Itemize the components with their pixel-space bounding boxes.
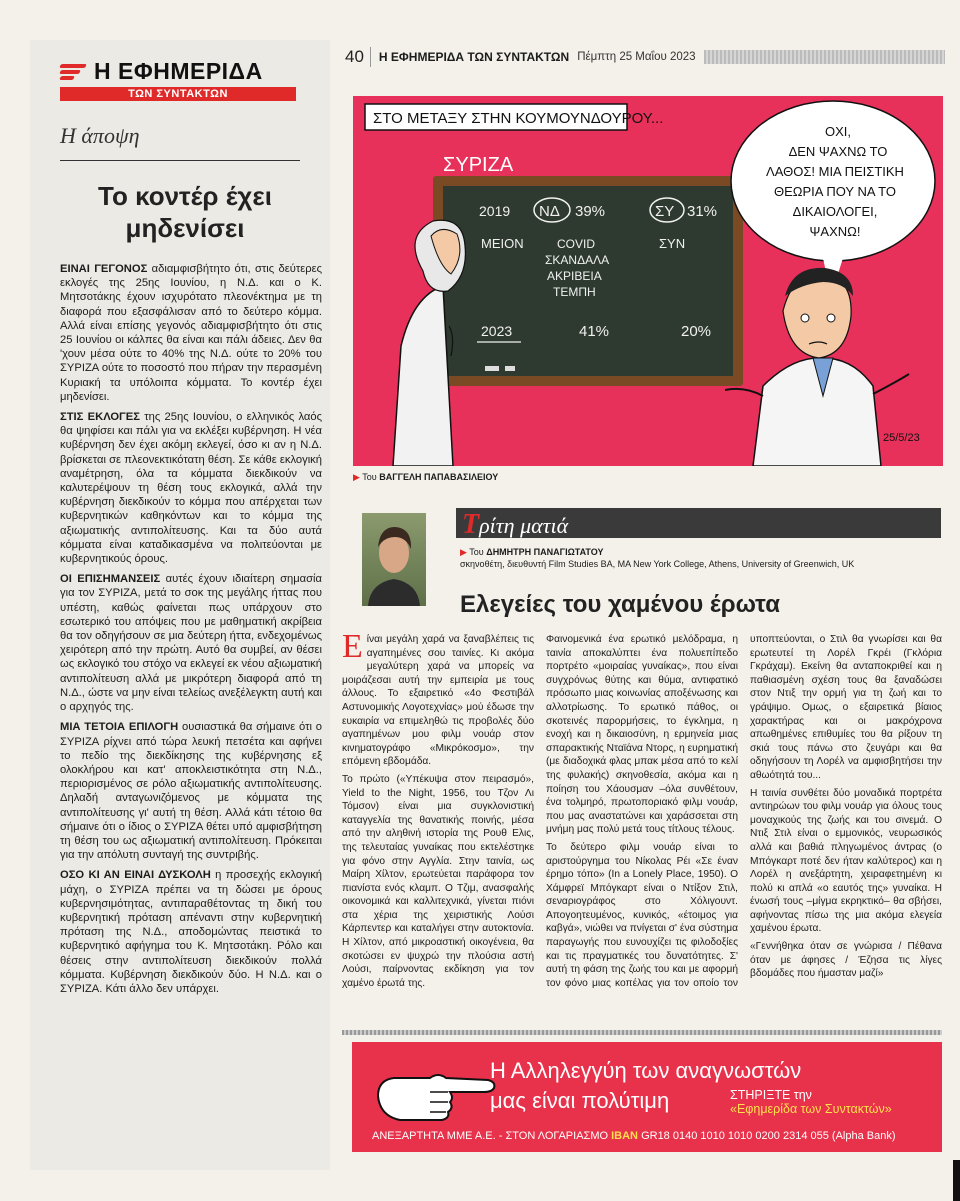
board-syn-label: ΣΥ bbox=[655, 203, 675, 220]
support-prefix: ΣΤΗΡΙΞΤΕ την bbox=[730, 1088, 812, 1102]
speech-line: ΔΙΚΑΙΟΛΟΓΕΙ, bbox=[792, 204, 878, 219]
support-name: «Εφημερίδα των Συντακτών» bbox=[730, 1102, 892, 1116]
speech-line: ΘΕΩΡΙΑ ΠΟΥ ΝΑ ΤΟ bbox=[773, 184, 897, 199]
paragraph-text: ίναι μεγάλη χαρά να ξαναβλέπεις τις αγαπημένες σου ταινίες. Κι ακόμα μεγαλύτερη χαρά να μπορείς να μοιράζεσαι αυτή την εμπειρία με τους άλλους. Το εξαιρετικό «4ο Φεστιβάλ Αστυνομικής Λογοτεχνίας» μού έδωσε την ευκαιρία να επιμεληθώ τις προβολές δύο αγαπημένων μου φιλμ νουάρ στον κινηματογράφο «Μικρόκοσμο», την επόμενη εβδομάδα. bbox=[342, 634, 534, 768]
column-byline bbox=[460, 546, 854, 570]
masthead-logo bbox=[60, 58, 300, 101]
byline-name: ΔΗΜΗΤΡΗ ΠΑΝΑΓΙΩΤΑΤΟΥ bbox=[486, 547, 604, 557]
speech-line: ΨΑΧΝΩ! bbox=[809, 224, 861, 239]
board-plus: ΣΥΝ bbox=[659, 236, 686, 251]
ad-line-2: μας είναι πολύτιμη bbox=[490, 1088, 670, 1113]
bank-prefix: ΑΝΕΞΑΡΤΗΤΑ ΜΜΕ Α.Ε. - ΣΤΟΝ ΛΟΓΑΡΙΑΣΜΟ bbox=[372, 1130, 609, 1142]
ad-bank-info bbox=[372, 1130, 896, 1142]
opinion-paragraph bbox=[60, 410, 322, 566]
masthead-subtitle: ΤΩΝ ΣΥΝΤΑΚΤΩΝ bbox=[60, 87, 296, 101]
column-title: Ελεγείες του χαμένου έρωτα bbox=[460, 591, 780, 618]
board-minus-item: ΣΚΑΝΔΑΛΑ bbox=[545, 253, 610, 267]
opinion-title: Το κοντέρ έχει μηδενίσει bbox=[98, 181, 272, 243]
byline-prefix: Του bbox=[469, 547, 484, 557]
section-rest: ρίτη ματιά bbox=[479, 513, 569, 538]
cartoon-drawing bbox=[353, 96, 943, 466]
paragraph-text: ουσιαστικά θα σήμαινε ότι ο ΣΥΡΙΖΑ ρίχνει από τώρα λευκή πετσέτα και αφήνει το πεδίο της διεκδίκησης της κυβέρνησης εξ ολοκλήρου και κατ' αποκλειστικότητα στη Ν.Δ., περιορισμένος σε ρόλο αξιωματικής αντιπολίτευσης. Δηλαδή ανταγωνιζόμενος με κόμματα της αντιπολίτευσης γι' αυτή τη θέση. Αλλά κάτι τέτοιο θα σήμαινε ότι ο ίδιος ο ΣΥΡΙΖΑ θέτει υπό αμφισβήτηση τη θέση του ως αξιωματική αντιπολίτευση. Πρόκειται για την απόλυτη συνταγή της συντριβής. bbox=[60, 721, 323, 862]
paragraph-lead: ΟΣΟ ΚΙ ΑΝ ΕΙΝΑΙ ΔΥΣΚΟΛΗ bbox=[60, 869, 211, 882]
column-section-label bbox=[462, 509, 568, 541]
bank-name: (Alpha Bank) bbox=[831, 1130, 896, 1142]
chalk bbox=[485, 366, 499, 371]
article-paragraph: Το πρώτο («Υπέκυψα στον πειρασμό», Yield to the Night, 1956, του Τζον Λι Τόμσον) είναι μια συγκλονιστική καταγγελία της θανατικής ποινής, μέσα από την αληθινή ιστορία της Ρουθ Ελις, της τελευταίας γυναίκας που εκτελέστηκε για φόνο στην Αγγλία. Στην ταινία, ως Μαίρη Χίλτον, ερωτεύεται παράφορα τον πιανίστα ενός κλαμπ. Ο Τζιμ, ανασφαλής οικονομικά και καλλιτεχνικά, γίνεται πιόνι στα χέρια της χειριστικής Λούσι Κάρπεντερ και καταλήγει στην αυτοκτονία. Η Χίλτον, από μικροαστική οικογένεια, θα σκοτώσει εν ψυχρώ την πλούσια αστή Λούσι, παίρνοντας εκδίκηση για τον χαμένο έρωτά της. bbox=[342, 773, 534, 989]
opinion-paragraph bbox=[60, 572, 322, 714]
board-syn-2019: 31% bbox=[687, 203, 718, 220]
paragraph-lead: ΣΤΙΣ ΕΚΛΟΓΕΣ bbox=[60, 411, 140, 424]
speech-line: ΟΧΙ, bbox=[824, 124, 852, 139]
board-minus: ΜΕΙΟΝ bbox=[481, 236, 524, 251]
page-header bbox=[345, 48, 945, 66]
paragraph-text: αδιαμφισβήτητο ότι, στις δεύτερες εκλογές της 25ης Ιουνίου, η Ν.Δ. και ο Κ. Μητσοτάκης έχουν ισχυρότατο πλεονέκτημα με τη διαφορά που εξασφάλισαν από το δεύτερο κόμμα. Αλλά είναι επίσης γεγονός αδιαμφισβήτητο ότι στις 25 Ιουνίου οι κάλπες θα είναι και πάλι άδειες. Δεν θα 'χουν μέσα ούτε το 40% της Ν.Δ. ούτε το 20% του ΣΥΡΙΖΑ ούτε το ποσοστό που πήραν την περασμένη Κυριακή τα υπόλοιπα κόμματα. Το κοντέρ έχει μηδενίσει. bbox=[60, 263, 322, 403]
caption-text: ΣΤΟ ΜΕΤΑΞΥ ΣΤΗΝ ΚΟΥΜΟΥΝΔΟΥΡΟΥ... bbox=[373, 110, 664, 127]
page-header-paper: Η ΕΦΗΜΕΡΙΔΑ ΤΩΝ ΣΥΝΤΑΚΤΩΝ bbox=[378, 50, 570, 64]
page-edge bbox=[953, 1160, 960, 1201]
opinion-paragraph bbox=[60, 720, 322, 862]
cartoon-signature: 25/5/23 bbox=[883, 432, 920, 444]
opinion-body bbox=[60, 262, 322, 1002]
board-nd-2023: 41% bbox=[579, 323, 610, 340]
iban-label: IBAN bbox=[611, 1130, 638, 1142]
opinion-column bbox=[30, 40, 330, 1170]
paragraph-text: αυτές έχουν ιδιαίτερη σημασία για τον ΣΥΡΙΖΑ, μετά το σοκ της μεγάλης ήττας που υπέστη, καθώς φαίνεται πως υπάρχουν στο εσωτερικό του απόψεις που με μαθηματική ακρίβεια θα τον οδηγήσουν σε μια δεύτερη ήττα, ενδεχομένως χειρότερη από την πρώτη. Αυτό θα συμβεί, αν θέσει ως εκλογικό του στόχο να εκλεγεί εκ νέου αξιωματική αντιπολίτευση αλλά με μικρότερη διαφορά από τη Ν.Δ., ώστε να μην είναι τελείως ανεξέλεγκτη αυτή και ο αρχηγός της. bbox=[60, 573, 322, 714]
article-paragraph bbox=[342, 628, 534, 769]
ad-line-1: Η Αλληλεγγύη των αναγνωστών bbox=[490, 1058, 802, 1083]
paragraph-text: η προσεχής εκλογική μάχη, ο ΣΥΡΙΖΑ πρέπει να τη δώσει με όρους κυβερνησιμότητας, αντιπαραθέτοντας τη δική του κυβερνητική πρόταση απέναντι στην κυβερνητική πρόταση της Ν.Δ., αποδομώντας πειστικά το κυβερνητικό αφήγημα του Κ. Μητσοτάκη. Ρόλο και θέσεις στην αντιπολίτευση διεκδικούν πολλά κόμματα. Κυβέρνηση διεκδικούν δύο. Η Ν.Δ. και ο ΣΥΡΙΖΑ. Κάτι άλλο δεν υπάρχει. bbox=[60, 869, 323, 995]
page-header-date: Πέμπτη 25 Μαΐου 2023 bbox=[577, 51, 696, 63]
iban-number: GR18 0140 1010 1010 0200 2314 055 bbox=[641, 1130, 829, 1142]
cartoon bbox=[353, 96, 943, 466]
byline-arrow-icon: ▶ bbox=[460, 547, 467, 557]
article-paragraph: Το δεύτερο φιλμ νουάρ είναι το αριστούργημα του Νίκολας Ρέι «Σε έναν έρημο τόπο» (In a Lonely Place, 1950). Ο Χάμφρεϊ Μπόγκαρτ είναι ο Ντίξον Στιλ, σεναριογράφος στο Χόλιγουντ. Απογοητευμένος, κυνικός, «έτοιμος για καβγά», νιώθει να πνίγεται σ' ένα σύστημα παραγωγής που ευνουχίζει τις φιλοδοξίες και τις πραγματικές του δυνατότητες. Σ' αυτή τη φάση της ζωής του και με αφορμή τον φόνο μιας κοπέλας για τον οποίο τον υποπτεύονται, ο Στιλ θα γνωρίσει και θα ερωτευτεί τη Λορέλ Γκρέι (Γκλόρια Γκράχαμ). Εκείνη θα ανταποκριθεί και η παθιασμένη σχέση τους θα ξαναδώσει στον Ντιξ την ορμή για τη ζωή και το γράψιμο. Ομως, ο εξαιρετικά βίαιος χαρακτήρας και οι μακρόχρονα απωθημένες επιθυμίες του θα ρίξουν τη σκιά τους πάνω στο ζευγάρι και θα οδηγήσουν τη Λορέλ να αμφισβητήσει την αθωότητά του... bbox=[546, 634, 942, 989]
ad-support-text bbox=[730, 1088, 892, 1116]
section-initial: Τ bbox=[462, 509, 480, 540]
pointing-hand-icon bbox=[370, 1050, 510, 1130]
solidarity-ad bbox=[352, 1042, 942, 1152]
board-nd-label: ΝΔ bbox=[539, 203, 560, 220]
credit-prefix: Του bbox=[362, 472, 377, 482]
masthead-stripes-icon bbox=[60, 64, 88, 80]
board-minus-item: COVID bbox=[557, 237, 596, 251]
paragraph-lead: ΜΙΑ ΤΕΤΟΙΑ ΕΠΙΛΟΓΗ bbox=[60, 721, 179, 734]
credit-name: ΒΑΓΓΕΛΗ ΠΑΠΑΒΑΣΙΛΕΙΟΥ bbox=[379, 472, 499, 482]
board-nd-2019: 39% bbox=[575, 203, 606, 220]
article-paragraph: Η ταινία συνθέτει δύο μοναδικά πορτρέτα αντιηρώων του φιλμ νουάρ για όλους τους μοναχικούς της ζωής και του σινεμά. Ο Ντιξ Στιλ είναι ο εμμονικός, νευρωσικός αλλά και βαθιά πληγωμένος άντρας (ο Μπόγκαρτ ποτέ δεν ήταν καλύτερος) και η Λορέλ η ανεξάρτητη, χειραφετημένη κι πολύ κι απλά «ο εαυτός της» γυναίκα. Η ένωσή τους –μίγμα εκρηκτικό– θα σβήσει, αφήνοντας πίσω της μια ακόμα ελεγεία χαμένου έρωτα. bbox=[750, 787, 942, 935]
board-minus-item: ΤΕΜΠΗ bbox=[553, 285, 596, 299]
cartoon-credit bbox=[353, 472, 498, 483]
masthead-title: Η ΕΦΗΜΕΡΙΔΑ bbox=[94, 58, 263, 84]
byline-role: σκηνοθέτη, διευθυντή Film Studies BA, MA New York College, Athens, University of Greenwich, UK bbox=[460, 559, 855, 569]
author-photo bbox=[362, 513, 426, 606]
speech-line: ΔΕΝ ΨΑΧΝΩ ΤΟ bbox=[788, 144, 888, 159]
ad-separator bbox=[342, 1030, 942, 1035]
opinion-section-label: Η άποψη bbox=[60, 123, 140, 148]
opinion-paragraph bbox=[60, 868, 322, 996]
board-year-2019: 2019 bbox=[479, 203, 511, 219]
speech-line: ΛΑΘΟΣ! ΜΙΑ ΠΕΙΣΤΙΚΗ bbox=[766, 164, 904, 179]
paragraph-lead: ΕΙΝΑΙ ΓΕΓΟΝΟΣ bbox=[60, 263, 148, 275]
board-header: ΣΥΡΙΖΑ bbox=[443, 154, 514, 176]
chalk bbox=[505, 366, 515, 371]
paragraph-lead: ΟΙ ΕΠΙΣΗΜΑΝΣΕΙΣ bbox=[60, 573, 161, 586]
board-minus-item: ΑΚΡΙΒΕΙΑ bbox=[547, 269, 602, 283]
column-article bbox=[342, 628, 942, 1025]
board-year-2023: 2023 bbox=[481, 323, 513, 339]
drop-cap: Ε bbox=[342, 628, 363, 665]
article-paragraph: «Γεννήθηκα όταν σε γνώρισα / Πέθανα όταν με άφησες / Έζησα τις λίγες βδομάδες που ήμασταν μαζί» bbox=[750, 941, 942, 980]
credit-arrow-icon: ▶ bbox=[353, 472, 360, 482]
article-paragraph: Φαινομενικά ένα ερωτικό μελόδραμα, η ταινία αποκαλύπτει ένα πολυεπίπεδο πορτρέτο «μοιραίας γυναίκας», που είναι συγχρόνως θύτης και θύμα, αντιφατικό πρόσωπο μιας κοινωνίας αποξένωσης και αλλοτρίωσης. Το ερωτικό πάθος, οι σκοτεινές παρορμήσεις, το έγκλημα, η ενοχή και η δικαιοσύνη, η ερμηνεία μιας σπαρακτικής Νταϊάνα Ντορς, η ευρηματική (με διαδοχικά φλας μπακ μέσα από το κελί της φυλακής) σκηνοθεσία, ακόμα και η ποίηση του Χάουσμαν –όλα συνθέτουν, ένα τολμηρό, πρωτοποριακό φιλμ νουάρ, που μας αναστατώνει και χαράσσεται στη μνήμη μας πολύ μετά τους τίτλους τέλους. bbox=[546, 634, 738, 836]
page-number: 40 bbox=[345, 47, 371, 67]
author-portrait bbox=[362, 513, 426, 606]
section-divider bbox=[60, 160, 300, 161]
header-pattern-bar bbox=[704, 50, 945, 64]
opinion-paragraph bbox=[60, 262, 322, 404]
board-syn-2023: 20% bbox=[681, 323, 712, 340]
paragraph-text: της 25ης Ιουνίου, ο ελληνικός λαός θα ψηφίσει και πάλι για να εκλέξει κυβέρνηση. Η νέα κυβέρνηση δεν έχει ακόμη εκλεγεί, όσο κι αν η Ν.Δ. βρίσκεται σε πλεονεκτικότατη θέση. Σε κάθε εκλογική αναμέτρηση, όλα τα κόμματα διεκδικούν να καλυτερέψουν τη θέση τους εκλογικά, αλλά την κυβέρνηση διεκδικούν το κόμμα που απέρχεται των κυβερνητικών καθηκόντων και το κόμμα της αξιωματικής αντιπολίτευσης. Και τα δύο αυτά κόμματα είναι καταδικασμένα να πολιτεύονται με κυβερνητικούς όρους. bbox=[60, 411, 322, 566]
lab-coat-figure bbox=[725, 268, 909, 466]
